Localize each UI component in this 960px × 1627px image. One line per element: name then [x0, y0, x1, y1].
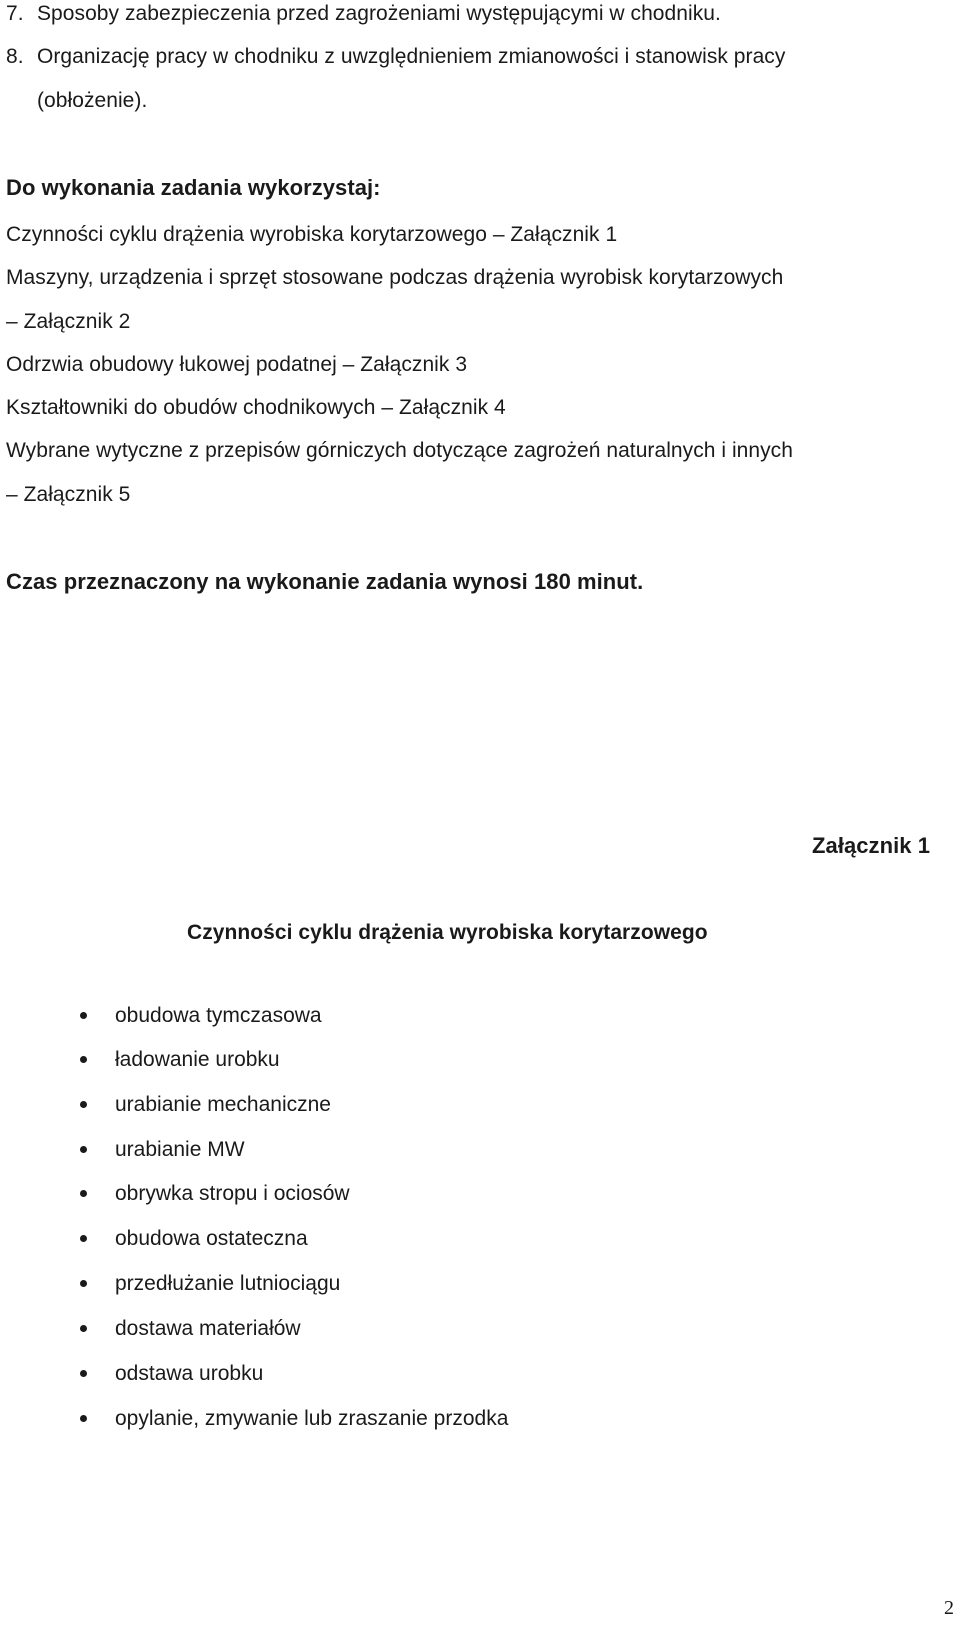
item-number: 7. [6, 2, 24, 25]
item-text: Organizację pracy w chodniku z uwzględnieniem zmianowości i stanowisk pracy [37, 45, 786, 68]
materials-line: Czynności cyklu drążenia wyrobiska korytarzowego – Załącznik 1 [6, 223, 618, 246]
materials-line: – Załącznik 5 [6, 483, 131, 506]
list-item-8-continuation: (obłożenie). [37, 89, 148, 112]
item-number: 8. [6, 45, 24, 68]
item-text: Sposoby zabezpieczenia przed zagrożeniami występującymi w chodniku. [37, 2, 721, 25]
bullet-icon [80, 1012, 87, 1019]
page-number: 2 [944, 1597, 954, 1619]
bullet-icon [80, 1370, 87, 1377]
list-item-7 [6, 1, 721, 27]
appendix-label: Załącznik 1 [812, 833, 930, 858]
bullet-icon [80, 1190, 87, 1197]
list-item-8 [6, 44, 785, 70]
document-page: 7. Sposoby zabezpieczenia przed zagrożeniami występującymi w chodniku. 8. Organizację pracy w chodniku z uwzględnieniem zmianowości i stanowisk pracy (obłożenie). Do wykonania zadania wykorzystaj: Czynności cyklu drążenia wyrobiska korytarzowego – Załącznik 1 Maszyny, urządzenia i sprzęt stosowane podczas drążenia wyrobisk korytarzowych – Załącznik 2 Odrzwia obudowy łukowej podatnej – Załącznik 3 Kształtowniki do obudów chodnikowych – Załącznik 4 Wybrane wytyczne z przepisów górniczych dotyczące zagrożeń naturalnych i innych – Załącznik 5 Czas przeznaczony na wykonanie zadania wynosi 180 minut. Załącznik 1 Czynności cyklu drążenia wyrobiska korytarzowego obudowa tymczasowa ładowanie urobku urabianie mechaniczne urabianie MW obrywka stropu i ociosów obudowa ostateczna przedłużanie lutniociągu dostawa materiałów odstawa urobku opylanie, zmywanie lub zraszanie przodka 2 [6, 2, 954, 1619]
bullet-icon [80, 1056, 87, 1063]
materials-line: Odrzwia obudowy łukowej podatnej – Załącznik 3 [6, 353, 468, 376]
appendix-title: Czynności cyklu drążenia wyrobiska korytarzowego [187, 921, 708, 944]
bullet-icon [80, 1101, 87, 1108]
bullet-icon [80, 1235, 87, 1242]
bullet-icon [80, 1146, 87, 1153]
bullet-icon [80, 1415, 87, 1422]
materials-line: Kształtowniki do obudów chodnikowych – Załącznik 4 [6, 396, 506, 419]
bullet-icon [80, 1280, 87, 1287]
materials-line: – Załącznik 2 [6, 310, 131, 333]
materials-line: Wybrane wytyczne z przepisów górniczych dotyczące zagrożeń naturalnych i innych [6, 439, 793, 462]
materials-line: Maszyny, urządzenia i sprzęt stosowane podczas drążenia wyrobisk korytarzowych [6, 266, 784, 289]
time-note: Czas przeznaczony na wykonanie zadania wynosi 180 minut. [6, 569, 644, 594]
bullet-icon [80, 1325, 87, 1332]
materials-heading: Do wykonania zadania wykorzystaj: [6, 175, 381, 200]
